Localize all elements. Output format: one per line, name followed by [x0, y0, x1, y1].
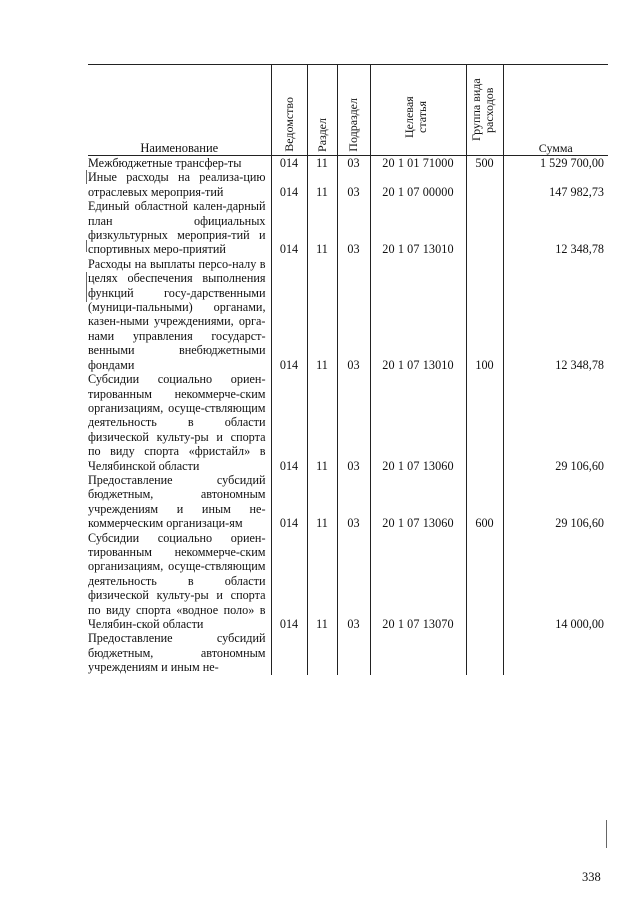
cell-section: 11 — [307, 199, 337, 257]
cell-article: 20 1 07 13010 — [370, 257, 466, 372]
cell-article: 20 1 07 13060 — [370, 473, 466, 531]
header-expense-group: Группа вида расходов — [466, 65, 503, 156]
cell-sum: 12 348,78 — [503, 257, 608, 372]
cell-group — [466, 531, 503, 632]
header-article: Целевая статья — [370, 65, 466, 156]
cell-dept: 014 — [271, 156, 307, 171]
table-row — [88, 372, 608, 473]
cell-dept: 014 — [271, 372, 307, 473]
cell-article: 20 1 07 13070 — [370, 531, 466, 632]
cell-name: Предоставление субсидий бюджетным, автономным учреждениям и иным не-коммерческим организаци-ям — [88, 473, 271, 531]
cell-dept — [271, 631, 307, 674]
cell-dept: 014 — [271, 531, 307, 632]
table-header-row — [88, 65, 608, 156]
cell-name: Субсидии социально ориен-тированным некоммерче-ским организациям, осуще-ствляющим деятельность в области физической культу-ры и спорта по виду спорта «водное поло» в Челябин-ской области — [88, 531, 271, 632]
cell-subsection: 03 — [337, 199, 370, 257]
cell-subsection — [337, 631, 370, 674]
cell-sum: 147 982,73 — [503, 170, 608, 199]
header-subsection: Подраздел — [337, 65, 370, 156]
cell-dept: 014 — [271, 199, 307, 257]
cell-group — [466, 631, 503, 674]
cell-sum: 12 348,78 — [503, 199, 608, 257]
cell-section: 11 — [307, 156, 337, 171]
cell-group: 500 — [466, 156, 503, 171]
table-row — [88, 257, 608, 372]
cell-group — [466, 170, 503, 199]
header-sum: Сумма — [503, 65, 608, 156]
table-row — [88, 199, 608, 257]
cell-section — [307, 631, 337, 674]
cell-subsection: 03 — [337, 372, 370, 473]
cell-sum: 29 106,60 — [503, 372, 608, 473]
cell-subsection: 03 — [337, 156, 370, 171]
cell-name: Предоставление субсидий бюджетным, автономным учреждениям и иным не- — [88, 631, 271, 674]
margin-mark — [86, 272, 87, 302]
cell-section: 11 — [307, 531, 337, 632]
table-row — [88, 631, 608, 674]
cell-name: Расходы на выплаты персо-налу в целях обеспечения выполнения функций госу-дарственными (муници-пальными) органами, казен-ными учреждениями, орга-нами управления государст-венными внебюджетными фондами — [88, 257, 271, 372]
table-body — [88, 156, 608, 675]
cell-section: 11 — [307, 372, 337, 473]
cell-sum: 1 529 700,00 — [503, 156, 608, 171]
margin-mark — [86, 170, 87, 184]
cell-name: Иные расходы на реализа-цию отраслевых мероприя-тий — [88, 170, 271, 199]
cell-subsection: 03 — [337, 531, 370, 632]
cell-sum — [503, 631, 608, 674]
table-row — [88, 156, 608, 171]
margin-mark — [606, 820, 607, 848]
cell-article: 20 1 07 13060 — [370, 372, 466, 473]
cell-group: 100 — [466, 257, 503, 372]
cell-name: Единый областной кален-дарный план официальных физкультурных мероприя-тий и спортивных меро-приятий — [88, 199, 271, 257]
cell-article — [370, 631, 466, 674]
cell-name: Межбюджетные трансфер-ты — [88, 156, 271, 171]
margin-mark — [86, 240, 87, 252]
header-name: Наименование — [88, 65, 271, 156]
cell-group: 600 — [466, 473, 503, 531]
table-row — [88, 170, 608, 199]
cell-sum: 29 106,60 — [503, 473, 608, 531]
cell-article: 20 1 07 13010 — [370, 199, 466, 257]
header-section: Раздел — [307, 65, 337, 156]
cell-article: 20 1 07 00000 — [370, 170, 466, 199]
table-row — [88, 531, 608, 632]
table-row — [88, 473, 608, 531]
cell-group — [466, 372, 503, 473]
budget-table — [88, 64, 608, 675]
cell-dept: 014 — [271, 170, 307, 199]
cell-dept: 014 — [271, 473, 307, 531]
header-dept: Ведомство — [271, 65, 307, 156]
page-number: 338 — [582, 870, 601, 884]
cell-subsection: 03 — [337, 257, 370, 372]
cell-section: 11 — [307, 170, 337, 199]
cell-section: 11 — [307, 473, 337, 531]
cell-article: 20 1 01 71000 — [370, 156, 466, 171]
cell-group — [466, 199, 503, 257]
cell-subsection: 03 — [337, 170, 370, 199]
cell-name: Субсидии социально ориен-тированным некоммерче-ским организациям, осуще-ствляющим деятельность в области физической культу-ры и спорта по виду спорта «фристайл» в Челябинской области — [88, 372, 271, 473]
cell-section: 11 — [307, 257, 337, 372]
cell-sum: 14 000,00 — [503, 531, 608, 632]
cell-subsection: 03 — [337, 473, 370, 531]
cell-dept: 014 — [271, 257, 307, 372]
